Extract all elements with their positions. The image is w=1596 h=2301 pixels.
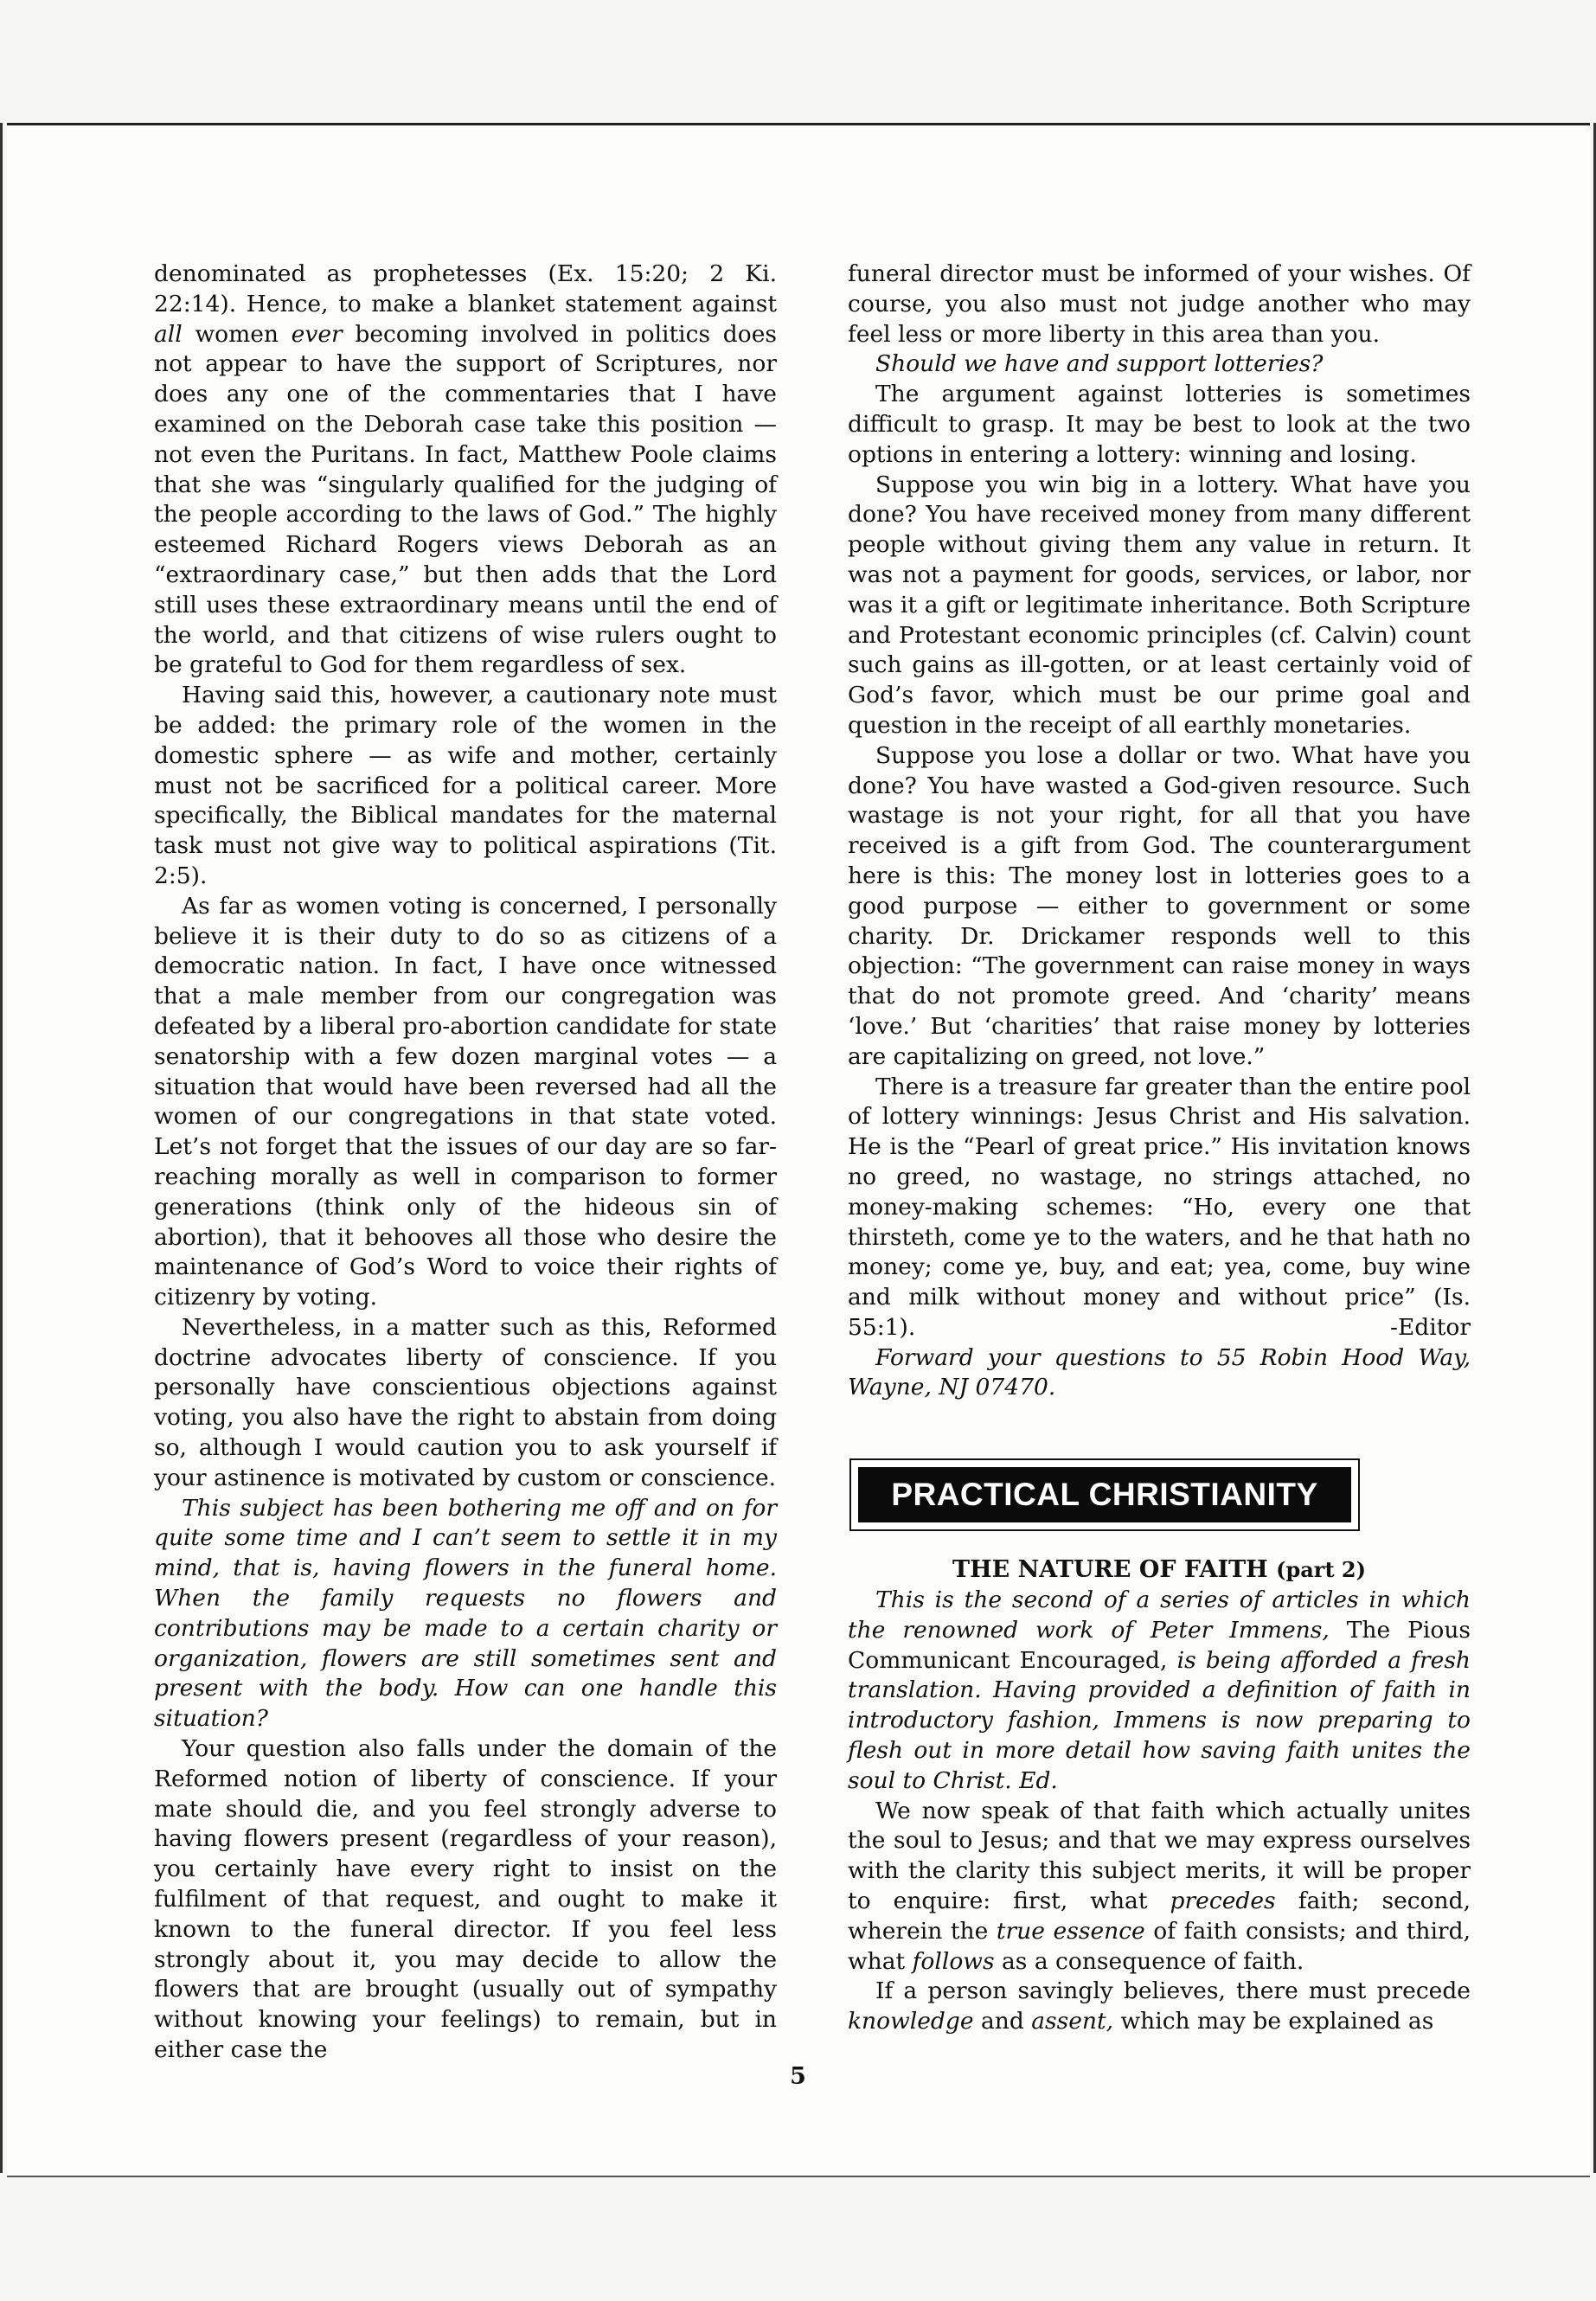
paragraph-faith-unites: We now speak of that faith which actually unites the soul to Jesus; and that we may express ourselves with the clarity this subject merits, it will be proper to enquire: first, what precedes faith; second, wherein the true essence of faith consists; and third, what follows as a consequence of faith. [848, 1797, 1471, 1975]
paragraph-lottery-argument: The argument against lotteries is sometimes difficult to grasp. It may be best to look at the two options in entering a lottery: winning and losing. [848, 381, 1471, 468]
paragraph-women-voting: As far as women voting is concerned, I personally believe it is their duty to do so as citizens of a democratic nation. In fact, I have once witnessed that a male member from our congregation was defeated by a liberal pro-abortion candidate for state senatorship with a few dozen marginal votes — a situation that would have been reversed had all the women of our congregations in that state voted. Let’s not forget that the issues of our day are so far-reaching morally as well in comparison to former generations (think only of the hideous sin of abortion), that it behooves all those who desire the maintenance of God’s Word to voice their rights of citizenry by voting. [154, 892, 777, 1311]
paragraph-flowers-answer: Your question also falls under the domain of the Reformed notion of liberty of conscience. If your mate should die, and you feel strongly adverse to having flowers present (regardless of your reason), you certainly have every right to insist on the fulfilment of that request, and ought to make it known to the funeral director. If you feel less strongly about it, you may decide to allow the flowers that are brought (usually out of sympathy without knowing your feelings) to remain, but in either case the [154, 1735, 777, 2064]
right-column [848, 260, 1471, 2037]
question-funeral-flowers: This subject has been bothering me off and on for quite some time and I can’t seem to settle it in my mind, that is, having flowers in the funeral home. When the family requests no flowers and contributions may be made to a certain charity or organization, flowers are still sometimes sent and present with the body. How can one handle this situation? [154, 1494, 777, 1733]
address-line: Forward your questions to 55 Robin Hood Way, Wayne, NJ 07470. [848, 1343, 1471, 1401]
paragraph-cautionary-note: Having said this, however, a cautionary note must be added: the primary role of the women in the domestic sphere — as wife and mother, certainly must not be sacrificed for a political career. More specifically, the Biblical mandates for the maternal task must not give way to political aspirations (Tit. 2:5). [154, 682, 777, 889]
article-title: THE NATURE OF FAITH (part 2) [952, 1556, 1366, 1584]
paragraph-funeral-director: funeral director must be informed of your wishes. Of course, you also must not judge another who may feel less or more liberty in this area than you. [848, 260, 1471, 348]
paragraph-lottery-win: Suppose you win big in a lottery. What have you done? You have received money from many different people without giving them any value in return. It was not a payment for goods, services, or labor, nor was it a gift or legitimate inheritance. Both Scripture and Protestant economic principles (cf. Calvin) count such gains as ill-gotten, or at least certainly void of God’s favor, which must be our prime goal and question in the receipt of all earthly monetaries. [848, 471, 1471, 739]
page-number: 5 [790, 2063, 806, 2090]
question-lotteries: Should we have and support lotteries? [875, 350, 1324, 378]
paragraph-treasure: There is a treasure far greater than the entire pool of lottery winnings: Jesus Christ and His salvation. He is the “Pearl of great price.” His invitation knows no greed, no wastage, no strings attached, no money-making schemes: “Ho, every one that thirsteth, come ye to the waters, and he that hath no money; come ye, buy, and eat; yea, come, buy wine and milk without money and without price” (Is. 55:1). -Editor [848, 1073, 1471, 1343]
paragraph-lottery-lose: Suppose you lose a dollar or two. What have you done? You have wasted a God-given resource. Such wastage is not your right, for all that you have received is a gift from God. The counterargument here is this: The money lost in lotteries goes to a good purpose — either to government or some charity. Dr. Drickamer responds well to this objection: “The government can raise money in ways that do not promote greed. And ‘charity’ means ‘love.’ But ‘charities’ that raise money by lotteries are capitalizing on greed, not love.” [848, 741, 1471, 1070]
paragraph-knowledge-assent: If a person savingly believes, there must precede knowledge and assent, which may be explained as [848, 1977, 1471, 2035]
left-column [154, 260, 777, 2066]
article-intro: This is the second of a series of articles in which the renowned work of Peter Immens, The Pious Communicant Encouraged, is being afforded a fresh translation. Having provided a definition of faith in introductory fashion, Immens is now preparing to flesh out in more detail how saving faith unites the soul to Christ. Ed. [848, 1586, 1471, 1794]
paragraph-deborah: denominated as prophetesses (Ex. 15:20; 2 Ki. 22:14). Hence, to make a blanket statement against all women ever becoming involved in politics does not appear to have the support of Scriptures, nor does any one of the commentaries that I have examined on the Deborah case take this position — not even the Puritans. In fact, Matthew Poole claims that she was “singularly qualified for the judging of the people according to the laws of God.” The highly esteemed Richard Rogers views Deborah as an “extraordinary case,” but then adds that the Lord still uses these extraordinary means until the end of the world, and that citizens of wise rulers ought to be grateful to God for them regardless of sex. [154, 260, 777, 679]
section-banner [849, 1458, 1360, 1531]
paragraph-liberty-of-conscience: Nevertheless, in a matter such as this, Reformed doctrine advocates liberty of conscience. If you personally have conscientious objections against voting, you also have the right to abstain from doing so, although I would caution you to ask yourself if your astinence is motivated by custom or conscience. [154, 1313, 777, 1491]
editor-signature: -Editor [1389, 1313, 1471, 1341]
section-banner-label: PRACTICAL CHRISTIANITY [858, 1467, 1351, 1522]
page-left-edge [0, 123, 3, 2173]
